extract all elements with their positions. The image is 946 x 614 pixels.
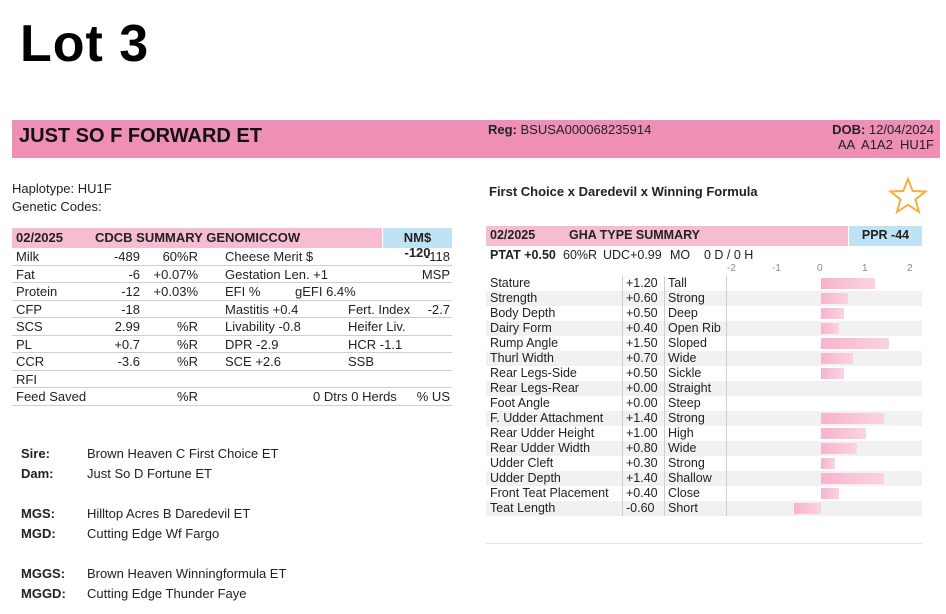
cdcb-cell-e: -118: [424, 249, 450, 264]
trait-row: [486, 501, 922, 516]
trait-descriptor: Strong: [668, 411, 705, 425]
cdcb-cell-f: % US: [416, 389, 450, 404]
trait-row: [486, 276, 922, 291]
table-bottom-line: [486, 543, 922, 544]
gha-date: 02/2025: [486, 226, 561, 246]
trait-name: Udder Cleft: [490, 456, 554, 470]
trait-bar: [821, 488, 839, 499]
cdcb-cell-b: -12: [121, 284, 140, 299]
trait-row: [486, 471, 922, 486]
trait-row: [486, 336, 922, 351]
dob-label: DOB:: [832, 122, 866, 137]
cdcb-cell-a: CFP: [16, 301, 42, 317]
trait-value: +0.40: [626, 486, 658, 500]
trait-bar: [821, 308, 844, 319]
lot-title: Lot 3: [20, 15, 150, 73]
cdcb-cell-c: +0.03%: [153, 284, 198, 299]
trait-row: [486, 456, 922, 471]
trait-value: +0.70: [626, 351, 658, 365]
reg-number: BSUSA000068235914: [520, 122, 652, 137]
trait-descriptor: High: [668, 426, 694, 440]
cdcb-row: [12, 388, 452, 406]
trait-row: [486, 306, 922, 321]
cdcb-cell-f: MSP: [421, 266, 450, 282]
trait-row: [486, 351, 922, 366]
trait-bar: [821, 323, 839, 334]
pedigree-key: MGD:: [21, 526, 56, 541]
trait-descriptor: Straight: [668, 381, 712, 395]
trait-value: +1.00: [626, 426, 658, 440]
scale-tick-label: 2: [907, 263, 913, 274]
cdcb-cell-d: EFI %: [225, 284, 261, 299]
trait-row: [486, 396, 922, 411]
cdcb-cell-a: Feed Saved: [16, 389, 87, 404]
trait-descriptor: Wide: [668, 441, 697, 455]
trait-bar: [821, 278, 875, 289]
pedigree-value: Cutting Edge Wf Fargo: [87, 526, 220, 541]
trait-name: Strength: [490, 291, 538, 305]
trait-name: Rear Udder Height: [490, 426, 595, 440]
animal-banner: [12, 120, 940, 158]
trait-value: +0.40: [626, 321, 658, 335]
cdcb-row: [12, 301, 452, 319]
trait-name: Dairy Form: [490, 321, 552, 335]
trait-scale: [486, 264, 922, 276]
cdcb-row: [12, 371, 452, 389]
cdcb-cell-c: +0.07%: [153, 266, 198, 282]
trait-name: Rump Angle: [490, 336, 559, 350]
trait-name: Teat Length: [490, 501, 556, 515]
cdcb-title: CDCB SUMMARY GENOMICCOW: [87, 228, 382, 248]
pedigree-key: MGS:: [21, 506, 55, 521]
scale-tick-label: 0: [817, 263, 823, 274]
cdcb-cell-c: %R: [177, 354, 198, 369]
animal-name: JUST SO F FORWARD ET: [19, 125, 262, 147]
cdcb-cell-a: PL: [16, 336, 32, 352]
trait-bar: [821, 338, 889, 349]
cdcb-cell-b: -18: [121, 301, 140, 317]
cdcb-cell-c: %R: [177, 336, 198, 352]
trait-descriptor: Short: [668, 501, 698, 515]
pedigree-key: Dam:: [21, 466, 54, 481]
trait-name: Thurl Width: [490, 351, 554, 365]
trait-value: +1.20: [626, 276, 658, 290]
dob-block: [832, 122, 934, 152]
pedigree-value: Brown Heaven Winningformula ET: [87, 566, 287, 581]
cdcb-cell-d: DPR -2.9: [225, 336, 279, 352]
trait-descriptor: Sickle: [668, 366, 702, 380]
trait-row: [486, 381, 922, 396]
dob-value: 12/04/2024: [868, 122, 934, 137]
cdcb-cell-d: Livability -0.8: [225, 319, 301, 334]
cdcb-row: [12, 266, 452, 284]
trait-bar: [821, 353, 853, 364]
trait-bar: [821, 473, 884, 484]
cdcb-cell-b: -489: [113, 249, 140, 264]
trait-name: Body Depth: [490, 306, 556, 320]
column-divider: [622, 276, 623, 516]
registration: [488, 122, 651, 137]
column-divider: [726, 276, 727, 516]
cdcb-row: [12, 283, 452, 301]
cdcb-cell-a: CCR: [16, 354, 45, 369]
trait-value: +0.50: [626, 306, 658, 320]
trait-name: Rear Legs-Rear: [490, 381, 579, 395]
pedigree-value: Hilltop Acres B Daredevil ET: [87, 506, 251, 521]
star-icon[interactable]: [888, 176, 928, 216]
cdcb-row: [12, 336, 452, 354]
trait-descriptor: Shallow: [668, 471, 712, 485]
scale-tick-label: -2: [727, 263, 736, 274]
ptat-reliability: 60%R: [563, 248, 598, 262]
trait-value: +0.00: [626, 396, 658, 410]
cdcb-rows: [12, 248, 452, 406]
cdcb-row: [12, 248, 452, 266]
pedigree-entry: [21, 466, 212, 481]
trait-value: -0.60: [626, 501, 655, 515]
trait-descriptor: Close: [668, 486, 700, 500]
cdcb-cell-b: -6: [128, 266, 140, 282]
trait-value: +1.40: [626, 411, 658, 425]
cdcb-summary-table: [12, 228, 452, 406]
cdcb-cell-e: Fert. Index: [348, 301, 411, 317]
trait-row: [486, 486, 922, 501]
trait-value: +0.50: [626, 366, 658, 380]
column-divider: [664, 276, 665, 516]
cdcb-cell-e: Heifer Liv.: [348, 319, 406, 334]
haplotype-block: [12, 180, 112, 216]
trait-name: Udder Depth: [490, 471, 561, 485]
cdcb-cell-e: 0 Dtrs 0 Herds: [313, 389, 397, 404]
pedigree-value: Just So D Fortune ET: [87, 466, 212, 481]
mo-label: MO: [670, 248, 691, 262]
nm-dollar-badge: NM$ -120: [383, 228, 452, 248]
genetic-code-line: AA A1A2 HU1F: [837, 137, 934, 152]
cdcb-cell-d: Mastitis +0.4: [225, 301, 299, 317]
trait-descriptor: Strong: [668, 456, 705, 470]
pedigree-value: Cutting Edge Thunder Faye: [87, 586, 247, 601]
cdcb-cell-b: 2.99: [114, 319, 140, 334]
ppr-badge: PPR -44: [849, 226, 922, 246]
trait-value: +0.80: [626, 441, 658, 455]
pedigree-value: Brown Heaven C First Choice ET: [87, 446, 279, 461]
trait-bar: [821, 293, 848, 304]
cdcb-cell-a: Protein: [16, 284, 58, 299]
trait-value: +0.60: [626, 291, 658, 305]
cdcb-cell-e: gEFI 6.4%: [295, 284, 356, 299]
pedigree-entry: [21, 586, 246, 601]
cdcb-cell-a: RFI: [16, 371, 37, 387]
trait-descriptor: Deep: [668, 306, 698, 320]
cdcb-cell-c: 60%R: [162, 249, 198, 264]
trait-value: +1.50: [626, 336, 658, 350]
cdcb-row: [12, 318, 452, 336]
ptat-value: PTAT +0.50: [490, 248, 556, 262]
trait-name: Foot Angle: [490, 396, 550, 410]
haplotype: Haplotype: HU1F: [12, 181, 112, 196]
trait-name: Front Teat Placement: [490, 486, 609, 500]
trait-descriptor: Steep: [668, 396, 701, 410]
trait-row: [486, 426, 922, 441]
cdcb-cell-d: Cheese Merit $: [225, 249, 314, 264]
reg-label: Reg:: [488, 122, 517, 137]
cdcb-cell-e: HCR -1.1: [348, 336, 403, 352]
gha-title: GHA TYPE SUMMARY: [561, 226, 848, 246]
trait-bar: [821, 368, 844, 379]
trait-name: Rear Udder Width: [490, 441, 591, 455]
pedigree-entry: [21, 446, 278, 461]
cdcb-cell-d: Gestation Len. +1: [225, 266, 328, 282]
trait-value: +0.30: [626, 456, 658, 470]
trait-bar: [821, 413, 884, 424]
cdcb-cell-b: +0.7: [114, 336, 140, 352]
cdcb-cell-e: SSB: [348, 354, 375, 369]
cdcb-cell-d: SCE +2.6: [225, 354, 282, 369]
trait-name: Rear Legs-Side: [490, 366, 577, 380]
cdcb-cell-a: Milk: [16, 249, 40, 264]
genetic-codes: Genetic Codes:: [12, 199, 102, 214]
trait-descriptor: Strong: [668, 291, 705, 305]
trait-descriptor: Open Rib: [668, 321, 721, 335]
gha-header: [486, 226, 922, 246]
cdcb-row: [12, 353, 452, 371]
trait-value: +0.00: [626, 381, 658, 395]
trait-row: [486, 366, 922, 381]
cdcb-cell-c: %R: [177, 319, 198, 334]
trait-rows: [486, 276, 922, 516]
trait-row: [486, 321, 922, 336]
ptat-row: [486, 246, 922, 264]
cdcb-cell-a: SCS: [16, 319, 43, 334]
gha-type-summary: [486, 226, 922, 516]
scale-tick-label: 1: [862, 263, 868, 274]
cdcb-cell-a: Fat: [16, 266, 35, 282]
cdcb-cell-b: -3.6: [117, 354, 140, 369]
pedigree-key: MGGS:: [21, 566, 66, 581]
udc-value: UDC+0.99: [603, 248, 662, 262]
pedigree-key: MGGD:: [21, 586, 66, 601]
trait-descriptor: Tall: [668, 276, 687, 290]
pedigree-summary: First Choice x Daredevil x Winning Formula: [489, 184, 758, 199]
scale-tick-label: -1: [772, 263, 781, 274]
trait-descriptor: Wide: [668, 351, 697, 365]
cdcb-date: 02/2025: [12, 228, 87, 248]
pedigree-entry: [21, 526, 219, 541]
trait-row: [486, 411, 922, 426]
daughters-herds: 0 D / 0 H: [704, 248, 754, 262]
trait-bar: [821, 428, 866, 439]
pedigree-key: Sire:: [21, 446, 50, 461]
trait-descriptor: Sloped: [668, 336, 707, 350]
trait-row: [486, 291, 922, 306]
trait-name: F. Udder Attachment: [490, 411, 604, 425]
trait-row: [486, 441, 922, 456]
trait-bar: [821, 458, 835, 469]
cdcb-cell-f: -2.7: [427, 301, 450, 317]
pedigree-entry: [21, 506, 250, 521]
trait-value: +1.40: [626, 471, 658, 485]
trait-bar: [794, 503, 821, 514]
cdcb-cell-c: %R: [177, 389, 198, 404]
trait-bar: [821, 443, 857, 454]
pedigree-entry: [21, 566, 286, 581]
trait-name: Stature: [490, 276, 531, 290]
